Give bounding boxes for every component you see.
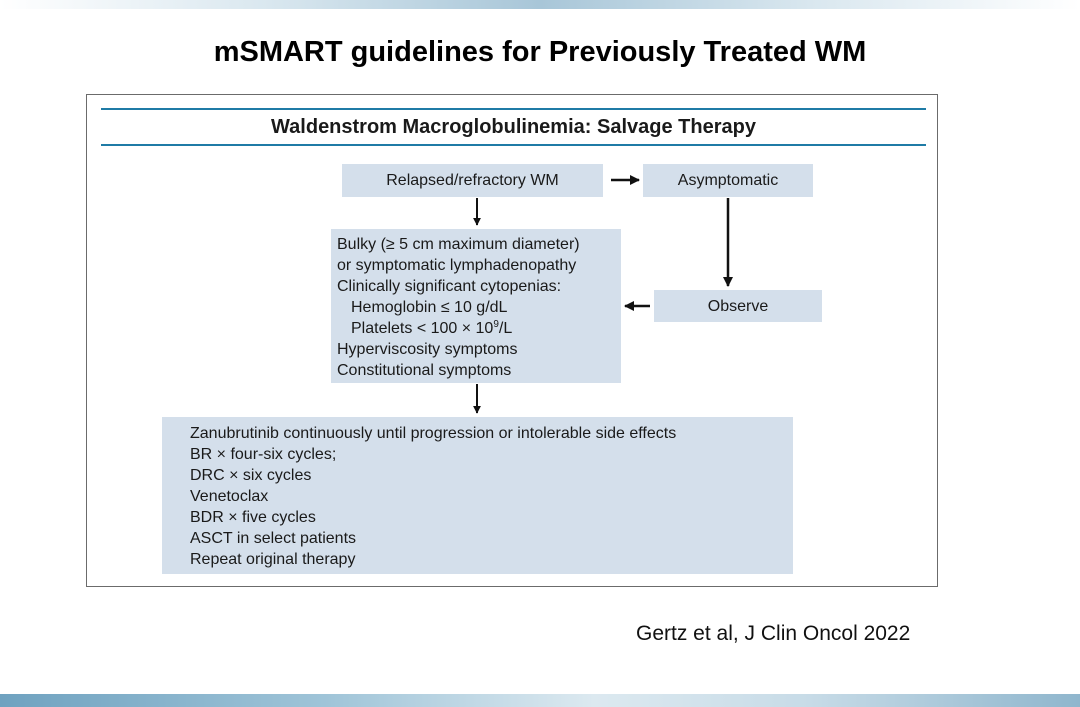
treatment-item: BDR × five cycles: [190, 509, 316, 526]
figure-title: Waldenstrom Macroglobulinemia: Salvage Therapy: [271, 116, 756, 138]
flowchart-figure: [86, 94, 938, 587]
indication-line: Bulky (≥ 5 cm maximum diameter): [337, 236, 580, 253]
indication-line: or symptomatic lymphadenopathy: [337, 257, 577, 274]
platelets-prefix: Platelets < 100 × 10: [351, 320, 494, 337]
indication-line: Hyperviscosity symptoms: [337, 341, 518, 358]
indication-line: Clinically significant cytopenias:: [337, 278, 562, 295]
treatment-item: BR × four-six cycles;: [190, 446, 337, 463]
treatment-item: Repeat original therapy: [190, 551, 356, 568]
treatment-item: DRC × six cycles: [190, 467, 312, 484]
indication-line: Constitutional symptoms: [337, 362, 512, 379]
treatment-item: ASCT in select patients: [190, 530, 357, 547]
platelets-suffix: /L: [498, 320, 513, 337]
flow-arrows: [87, 95, 937, 586]
bottom-decorative-strip: [0, 694, 1080, 707]
indication-line: Hemoglobin ≤ 10 g/dL: [351, 299, 508, 316]
node-relapsed-label: Relapsed/refractory WM: [386, 172, 559, 189]
node-observe-label: Observe: [707, 297, 769, 315]
slide-title: mSMART guidelines for Previously Treated WM: [213, 36, 867, 68]
top-decorative-strip: [0, 0, 1080, 9]
node-asymptomatic-label: Asymptomatic: [677, 172, 779, 189]
treatment-item: Zanubrutinib continuously until progression or intolerable side effects: [190, 425, 677, 442]
citation: Gertz et al, J Clin Oncol 2022: [636, 622, 911, 645]
treatment-item: Venetoclax: [190, 488, 269, 505]
platelets-exponent: 9: [493, 319, 499, 330]
